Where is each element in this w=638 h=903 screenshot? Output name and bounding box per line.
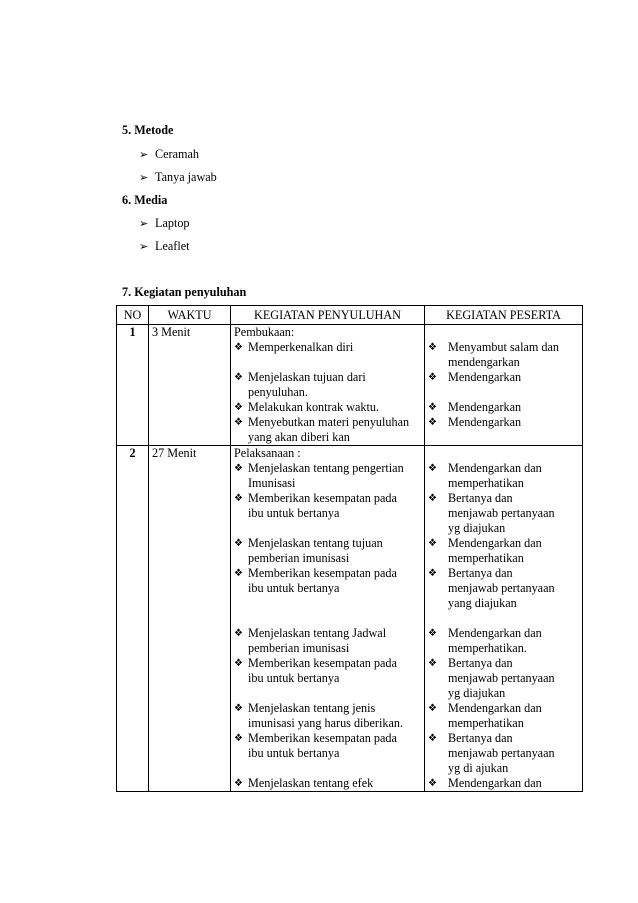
diamond-bullet-icon: ❖ xyxy=(428,538,437,549)
list-item: ❖ Menjelaskan tentang Jadwal pemberian imunisasi xyxy=(234,626,387,655)
diamond-bullet-icon: ❖ xyxy=(428,372,437,383)
arrow-bullet-icon: ➢ xyxy=(139,241,149,253)
header-waktu: WAKTU xyxy=(149,306,231,325)
header-kegiatan-peserta: KEGIATAN PESERTA xyxy=(425,306,583,325)
row-penyuluhan xyxy=(231,325,425,446)
diamond-bullet-icon: ❖ xyxy=(234,463,243,474)
arrow-bullet-icon: ➢ xyxy=(139,172,149,184)
diamond-bullet-icon: ❖ xyxy=(234,568,243,579)
table-row xyxy=(117,325,583,446)
row-number: 1 xyxy=(117,325,149,446)
row-peserta xyxy=(425,446,583,792)
list-item: ❖ Melakukan kontrak waktu. xyxy=(234,400,379,414)
list-item: ❖ Memberikan kesempatan pada ibu untuk bertanya xyxy=(234,656,397,685)
diamond-bullet-icon: ❖ xyxy=(234,402,243,413)
list-item: ❖ Mendengarkan dan memperhatikan. xyxy=(428,626,542,655)
list-item: ❖ Mendengarkan xyxy=(428,370,522,384)
table-row xyxy=(117,446,583,792)
list-item: ❖ Mendengarkan dan memperhatikan xyxy=(428,461,542,490)
table-header-row xyxy=(117,306,583,325)
diamond-bullet-icon: ❖ xyxy=(428,658,437,669)
diamond-bullet-icon: ❖ xyxy=(428,402,437,413)
row-waktu: 3 Menit xyxy=(149,325,231,446)
diamond-bullet-icon: ❖ xyxy=(428,568,437,579)
list-item: ❖ Menyebutkan materi penyuluhan yang akan diberi kan xyxy=(234,415,410,444)
list-item: ➢ Laptop xyxy=(139,216,190,230)
list-item: ❖ Menjelaskan tujuan dari penyuluhan. xyxy=(234,370,366,399)
list-item: ❖ Memperkenalkan diri xyxy=(234,340,354,354)
list-item: ❖ Mendengarkan xyxy=(428,415,522,429)
list-item: ➢ Ceramah xyxy=(139,147,199,161)
diamond-bullet-icon: ❖ xyxy=(428,342,437,353)
list-item: ❖ Bertanya dan menjawab pertanyaan yg diajukan xyxy=(428,656,555,700)
diamond-bullet-icon: ❖ xyxy=(428,628,437,639)
diamond-bullet-icon: ❖ xyxy=(428,417,437,428)
list-item: ❖ Menyambut salam dan mendengarkan xyxy=(428,340,560,369)
diamond-bullet-icon: ❖ xyxy=(234,372,243,383)
list-item: ❖ Mendengarkan dan memperhatikan xyxy=(428,536,542,565)
row-intro: Pelaksanaan : xyxy=(234,446,301,460)
header-kegiatan-penyuluhan: KEGIATAN PENYULUHAN xyxy=(231,306,425,325)
kegiatan-table xyxy=(116,305,583,792)
diamond-bullet-icon: ❖ xyxy=(234,658,243,669)
diamond-bullet-icon: ❖ xyxy=(234,342,243,353)
list-item: ❖ Mendengarkan dan memperhatikan xyxy=(428,701,542,730)
list-item: ❖ Menjelaskan tentang jenis imunisasi yang harus diberikan. xyxy=(234,701,404,730)
diamond-bullet-icon: ❖ xyxy=(234,417,243,428)
section-title-metode: 5. Metode xyxy=(122,123,174,137)
diamond-bullet-icon: ❖ xyxy=(234,538,243,549)
diamond-bullet-icon: ❖ xyxy=(234,703,243,714)
list-item: ❖ Memberikan kesempatan pada ibu untuk bertanya xyxy=(234,491,397,520)
list-item: ❖ Menjelaskan tentang tujuan pemberian imunisasi xyxy=(234,536,383,565)
list-item: ➢ Leaflet xyxy=(139,239,190,253)
list-item: ➢ Tanya jawab xyxy=(139,170,217,184)
diamond-bullet-icon: ❖ xyxy=(428,778,437,789)
diamond-bullet-icon: ❖ xyxy=(234,628,243,639)
row-peserta xyxy=(425,325,583,446)
row-penyuluhan xyxy=(231,446,425,792)
header-no: NO xyxy=(117,306,149,325)
list-item: ❖ Bertanya dan menjawab pertanyaan yg diajukan xyxy=(428,491,555,535)
list-item: ❖ Memberikan kesempatan pada ibu untuk bertanya xyxy=(234,731,397,760)
row-waktu: 27 Menit xyxy=(149,446,231,792)
list-item: ❖ Mendengarkan xyxy=(428,400,522,414)
list-item: ❖ Bertanya dan menjawab pertanyaan yang diajukan xyxy=(428,566,555,610)
arrow-bullet-icon: ➢ xyxy=(139,149,149,161)
diamond-bullet-icon: ❖ xyxy=(234,778,243,789)
section-title-kegiatan: 7. Kegiatan penyuluhan xyxy=(122,285,247,299)
arrow-bullet-icon: ➢ xyxy=(139,218,149,230)
list-item: ❖ Mendengarkan dan xyxy=(428,776,542,790)
list-item: ❖ Bertanya dan menjawab pertanyaan yg di ajukan xyxy=(428,731,555,775)
section-title-media: 6. Media xyxy=(122,193,168,207)
list-item: ❖ Menjelaskan tentang pengertian Imunisasi xyxy=(234,461,404,490)
diamond-bullet-icon: ❖ xyxy=(234,733,243,744)
diamond-bullet-icon: ❖ xyxy=(428,463,437,474)
diamond-bullet-icon: ❖ xyxy=(234,493,243,504)
list-item: ❖ Menjelaskan tentang efek xyxy=(234,776,374,790)
list-item: ❖ Memberikan kesempatan pada ibu untuk bertanya xyxy=(234,566,397,595)
diamond-bullet-icon: ❖ xyxy=(428,493,437,504)
diamond-bullet-icon: ❖ xyxy=(428,733,437,744)
row-number: 2 xyxy=(117,446,149,792)
diamond-bullet-icon: ❖ xyxy=(428,703,437,714)
row-intro: Pembukaan: xyxy=(234,325,295,339)
